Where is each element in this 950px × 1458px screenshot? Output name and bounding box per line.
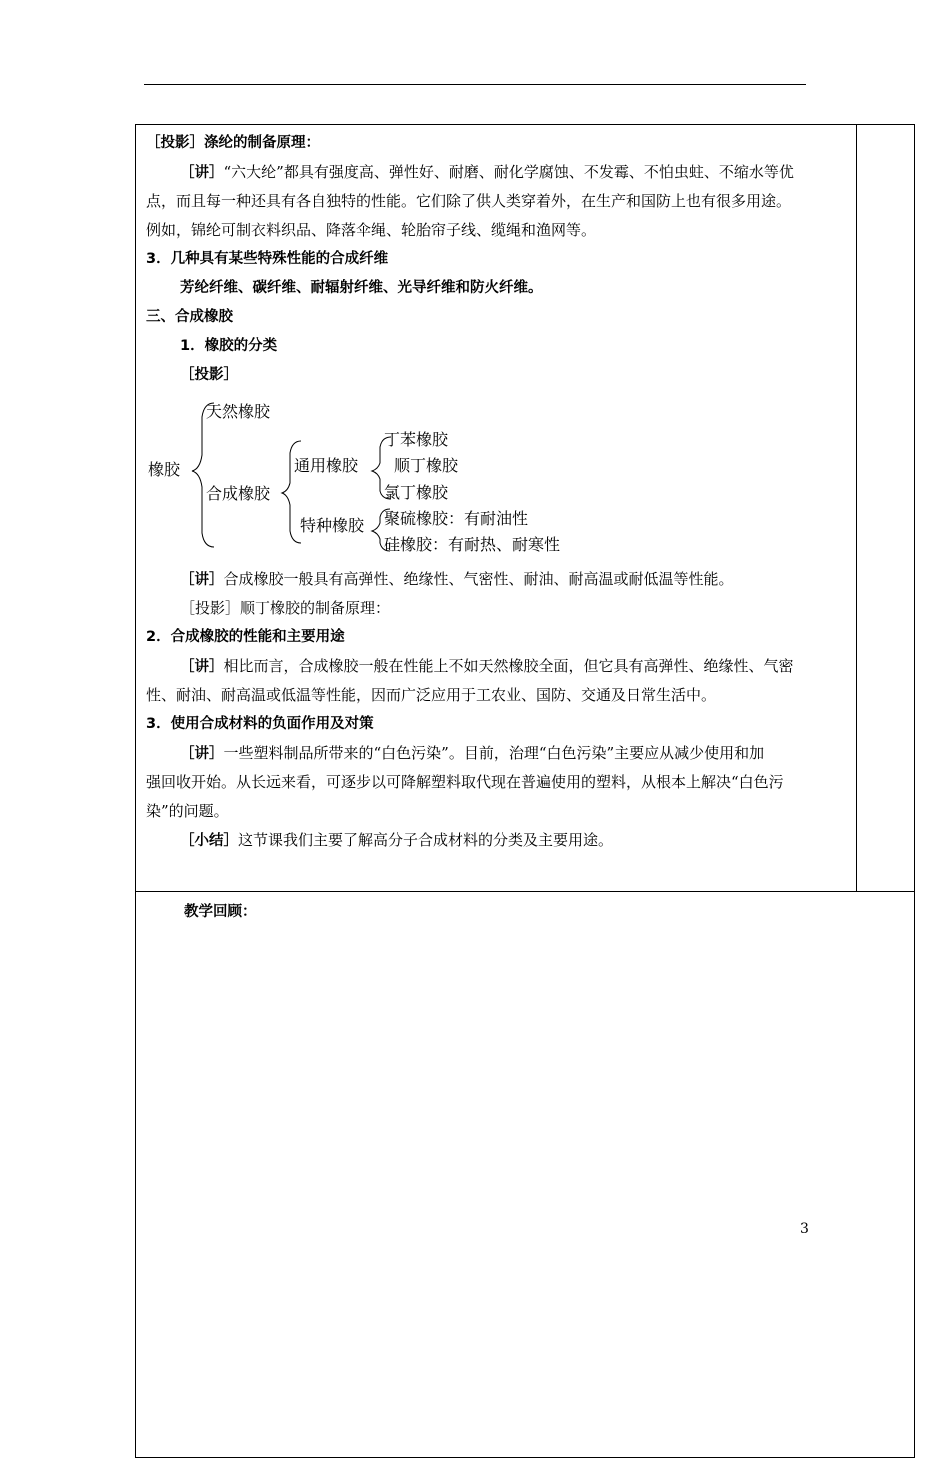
rubber-classification-diagram: [136, 383, 616, 553]
heading-rubber-classification: 1．橡胶的分类: [180, 338, 278, 354]
page-number: 3: [800, 1221, 809, 1237]
lecture-paragraph-4-line-1: ［讲］一些塑料制品所带来的“白色污染”。目前，治理“白色污染”主要应从减少使用和加: [180, 744, 765, 762]
heading-special-fibers: 3．几种具有某些特殊性能的合成纤维: [146, 251, 389, 267]
lecture-paragraph-4-line-2: 强回收开始。从长远来看，可逐步以可降解塑料取代现在普遍使用的塑料，从根本上解决“白色污: [146, 773, 784, 791]
heading-negative-effects: 3．使用合成材料的负面作用及对策: [146, 716, 374, 732]
diagram-general: 通用橡胶: [294, 456, 359, 475]
lecture-paragraph-3-line-2: 性、耐油、耐高温或低温等性能，因而广泛应用于工农业、国防、交通及日常生活中。: [146, 686, 717, 704]
projection-heading: ［投影］涤纶的制备原理：: [146, 135, 320, 151]
diagram-special-2: 硅橡胶：有耐热、耐寒性: [384, 535, 561, 553]
lesson-table: [135, 124, 915, 1458]
lecture-paragraph-1-line-1: ［讲］“六大纶”都具有强度高、弹性好、耐磨、耐化学腐蚀、不发霉、不怕虫蛀、不缩水等优: [180, 163, 794, 181]
notes-column-cell: [857, 125, 915, 892]
diagram-special: 特种橡胶: [300, 516, 365, 535]
lesson-content-cell: [136, 125, 857, 892]
header-rule: [144, 84, 806, 85]
projection-tag: ［投影］: [180, 367, 238, 383]
lecture-paragraph-3-line-1: ［讲］相比而言，合成橡胶一般在性能上不如天然橡胶全面，但它具有高弹性、绝缘性、气密: [180, 657, 794, 675]
teaching-review-cell: [136, 892, 915, 1458]
special-fibers-list: 芳纶纤维、碳纤维、耐辐射纤维、光导纤维和防火纤维。: [180, 280, 543, 296]
lecture-paragraph-4-line-3: 染”的问题。: [146, 802, 229, 820]
lecture-paragraph-1-line-3: 例如，锦纶可制衣料织品、降落伞绳、轮胎帘子线、缆绳和渔网等。: [146, 221, 597, 239]
lecture-paragraph-1-line-2: 点，而且每一种还具有各自独特的性能。它们除了供人类穿着外，在生产和国防上也有很多用途。: [146, 192, 792, 210]
summary-paragraph: ［小结］这节课我们主要了解高分子合成材料的分类及主要用途。: [180, 831, 614, 849]
heading-synthetic-rubber: 三、合成橡胶: [146, 309, 233, 325]
diagram-natural: 天然橡胶: [206, 402, 271, 421]
diagram-root: 橡胶: [148, 460, 181, 479]
diagram-synthetic: 合成橡胶: [206, 484, 271, 503]
diagram-special-1: 聚硫橡胶：有耐油性: [384, 509, 529, 528]
diagram-general-1: 丁苯橡胶: [384, 430, 449, 449]
lecture-paragraph-2: ［讲］合成橡胶一般具有高弹性、绝缘性、气密性、耐油、耐高温或耐低温等性能。: [180, 570, 734, 588]
diagram-general-3: 氯丁橡胶: [384, 483, 449, 502]
teaching-review-title: 教学回顾：: [184, 904, 257, 920]
diagram-general-2: 顺丁橡胶: [394, 456, 459, 475]
projection-cis-butadiene: ［投影］顺丁橡胶的制备原理：: [180, 599, 391, 617]
heading-rubber-properties: 2．合成橡胶的性能和主要用途: [146, 629, 345, 645]
brace-main: [192, 403, 214, 547]
